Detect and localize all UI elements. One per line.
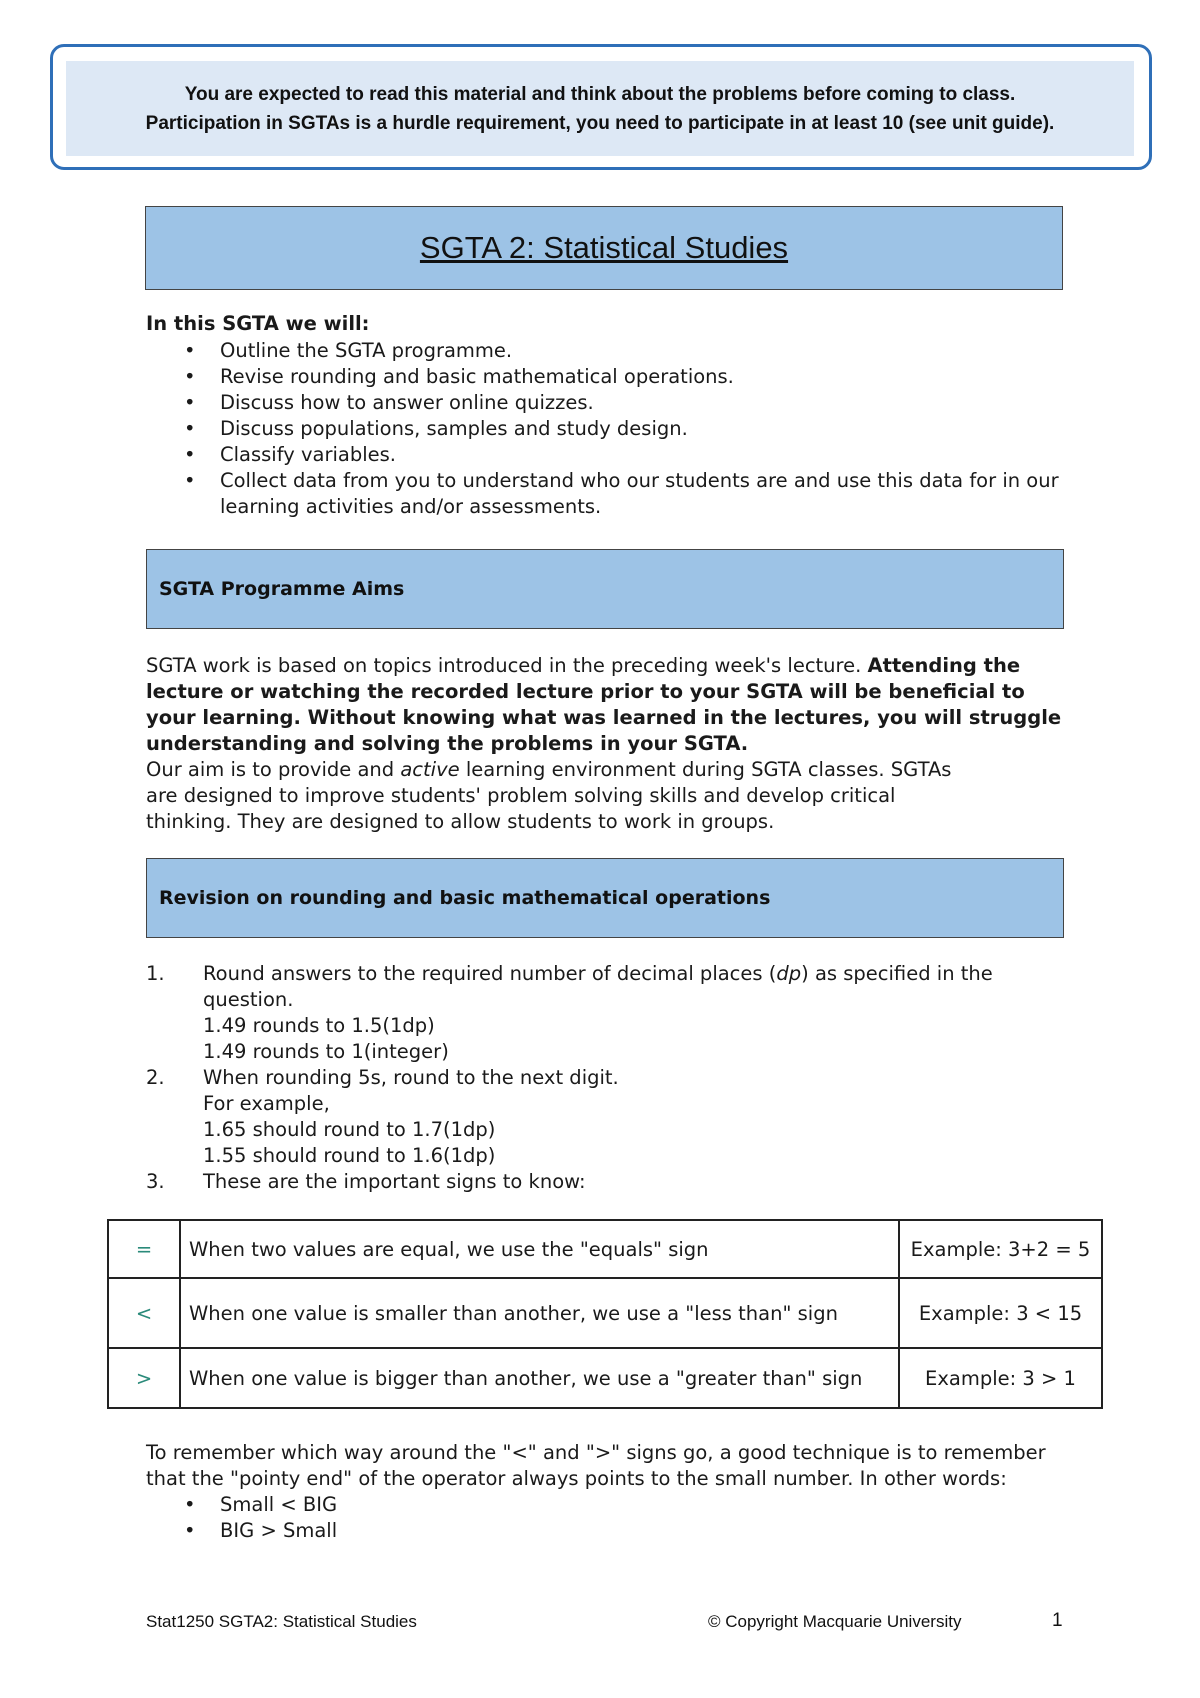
notice-box [66, 61, 1134, 156]
list-item: • BIG > Small [146, 1518, 1066, 1544]
item-text-a: Round answers to the required number of decimal places ( [203, 962, 777, 985]
aims-p2-em: active [400, 758, 460, 781]
sign-description: When one value is bigger than another, we use a "greater than" sign [180, 1348, 899, 1408]
footer-copyright: © Copyright Macquarie University [708, 1612, 962, 1631]
list-item: • Small < BIG [146, 1492, 1066, 1518]
aims-paragraph-2 [146, 757, 1066, 835]
list-item [146, 1065, 1066, 1169]
section-heading-text: Revision on rounding and basic mathematical operations [159, 887, 771, 909]
remember-line-2: that the "pointy end" of the operator always points to the small number. In other words: [146, 1467, 1007, 1490]
item-number: 3. [146, 1170, 165, 1193]
notice-line-2: Participation in SGTAs is a hurdle requirement, you need to participate in at least 10 (see unit guide). [145, 112, 1055, 134]
page-number: 1 [1052, 1610, 1063, 1631]
intro-bullet-list [146, 338, 1066, 520]
aims-p2-line-1 [146, 757, 1066, 783]
list-item: • Classify variables. [146, 442, 1066, 468]
item-text: When rounding 5s, round to the next digit. [203, 1066, 619, 1089]
item-subline: For example, [203, 1092, 330, 1115]
aims-p2-line-3: thinking. They are designed to allow students to work in groups. [146, 810, 775, 833]
item-subline: 1.65 should round to 1.7(1dp) [203, 1118, 496, 1141]
item-text [203, 961, 1066, 1013]
revision-list [146, 961, 1066, 1195]
intro-heading: In this SGTA we will: [146, 312, 370, 335]
signs-table [107, 1219, 1103, 1409]
footer-left: Stat1250 SGTA2: Statistical Studies [146, 1612, 417, 1631]
section-heading-text: SGTA Programme Aims [159, 578, 405, 600]
aims-p2-line-2: are designed to improve students' problem solving skills and develop critical [146, 784, 896, 807]
list-item [146, 961, 1066, 1065]
item-text: These are the important signs to know: [203, 1170, 586, 1193]
sign-symbol: > [108, 1348, 180, 1408]
table-row [108, 1348, 1102, 1408]
sign-symbol: = [108, 1220, 180, 1278]
remember-bullet-list [146, 1492, 1066, 1544]
aims-bold-text: Attending the lecture or watching the recorded lecture prior to your SGTA will be beneficial to your learning. Without knowing what was learned in the lectures, you will struggle understanding and solving the problems in your SGTA. [146, 654, 1062, 755]
sign-example: Example: 3 < 15 [899, 1278, 1102, 1348]
page-title: SGTA 2: Statistical Studies [419, 230, 789, 265]
remember-paragraph [146, 1440, 1066, 1492]
list-item: • Collect data from you to understand who our students are and use this data for in our learning activities and/or assessments. [146, 468, 1066, 520]
table-row [108, 1220, 1102, 1278]
list-item: • Discuss how to answer online quizzes. [146, 390, 1066, 416]
aims-paragraph-1 [146, 653, 1066, 757]
item-text-b: ) as specified in the question. [203, 962, 993, 1011]
title-box [145, 206, 1063, 290]
item-number: 2. [146, 1066, 165, 1089]
section-heading-revision [146, 858, 1064, 938]
item-subline: 1.49 rounds to 1.5(1dp) [203, 1014, 435, 1037]
section-heading-aims [146, 549, 1064, 629]
aims-p2-b: learning environment during SGTA classes. SGTAs [459, 758, 952, 781]
item-subline: 1.49 rounds to 1(integer) [203, 1040, 449, 1063]
sign-example: Example: 3 > 1 [899, 1348, 1102, 1408]
sign-description: When two values are equal, we use the "equals" sign [180, 1220, 899, 1278]
remember-line-1: To remember which way around the "<" and ">" signs go, a good technique is to remember [146, 1441, 1046, 1464]
list-item: • Outline the SGTA programme. [146, 338, 1066, 364]
aims-p2-a: Our aim is to provide and [146, 758, 401, 781]
list-item: • Revise rounding and basic mathematical operations. [146, 364, 1066, 390]
item-text-em: dp [776, 962, 802, 985]
table-row [108, 1278, 1102, 1348]
notice-line-1: You are expected to read this material and think about the problems before coming to class. [184, 83, 1016, 105]
sign-symbol: < [108, 1278, 180, 1348]
list-item [146, 1169, 1066, 1195]
list-item: • Discuss populations, samples and study design. [146, 416, 1066, 442]
aims-plain-text: SGTA work is based on topics introduced in the preceding week's lecture. [146, 654, 868, 677]
sign-description: When one value is smaller than another, we use a "less than" sign [180, 1278, 899, 1348]
sign-example: Example: 3+2 = 5 [899, 1220, 1102, 1278]
item-number: 1. [146, 962, 165, 985]
item-subline: 1.55 should round to 1.6(1dp) [203, 1144, 496, 1167]
